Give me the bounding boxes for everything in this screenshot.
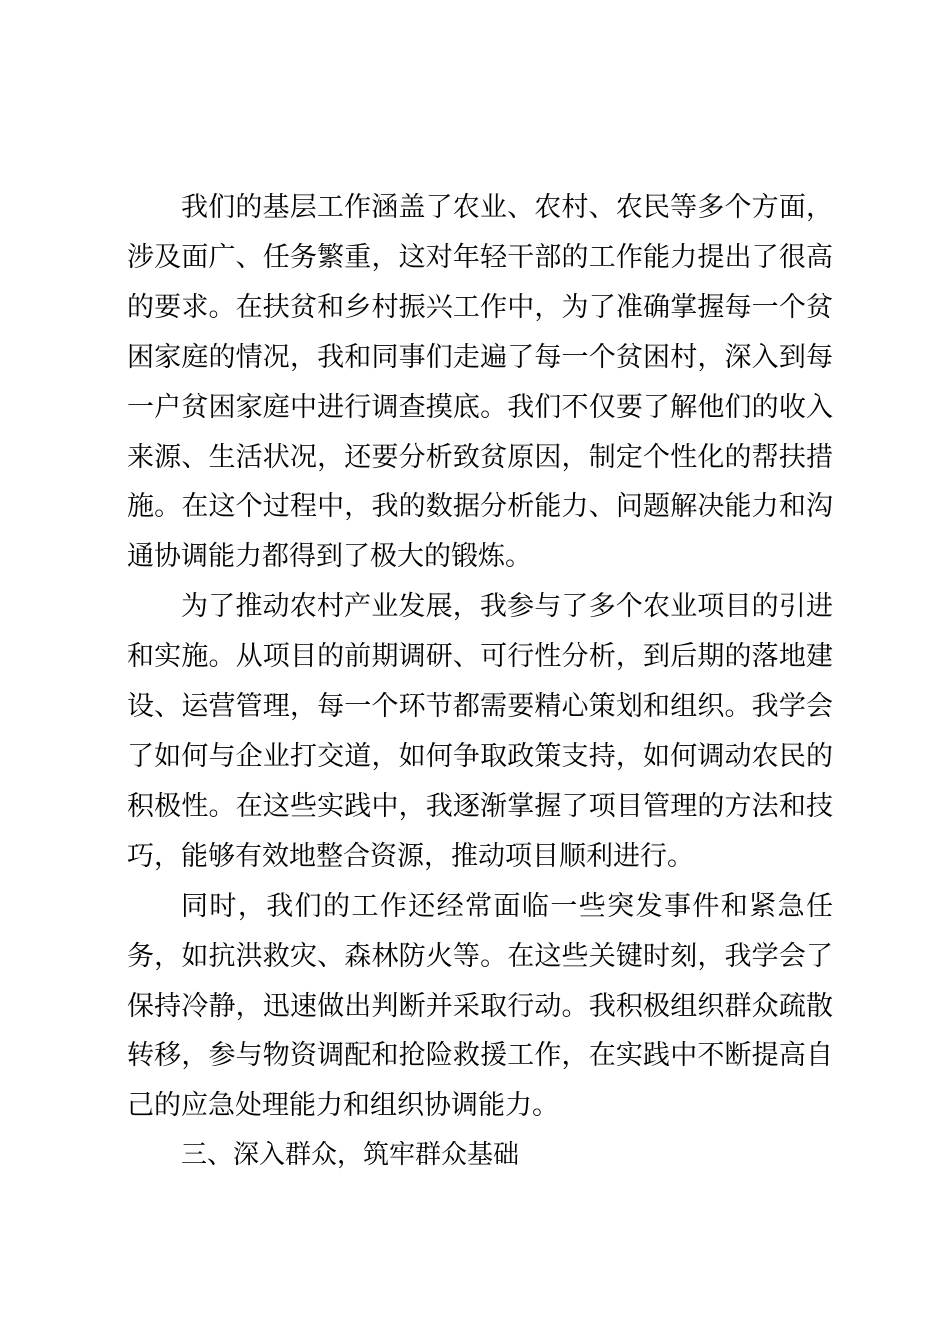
paragraph-emergency-tasks: 同时，我们的工作还经常面临一些突发事件和紧急任务，如抗洪救灾、森林防火等。在这些关键时刻，我学会了保持冷静，迅速做出判断并采取行动。我积极组织群众疏散转移，参与物资调配和抢险救援工作，在实践中不断提高自己的应急处理能力和组织协调能力。 bbox=[127, 890, 833, 1122]
section-heading: 三、深入群众，筑牢群众基础 bbox=[181, 1140, 520, 1171]
paragraph-industry-projects: 为了推动农村产业发展，我参与了多个农业项目的引进和实施。从项目的前期调研、可行性分析，到后期的落地建设、运营管理，每一个环节都需要精心策划和组织。我学会了如何与企业打交道，如何争取政策支持，如何调动农民的积极性。在这些实践中，我逐渐掌握了项目管理的方法和技巧，能够有效地整合资源，推动项目顺利进行。 bbox=[127, 591, 833, 872]
document-body bbox=[127, 183, 833, 1181]
paragraph-grassroots-work: 我们的基层工作涵盖了农业、农村、农民等多个方面，涉及面广、任务繁重，这对年轻干部的工作能力提出了很高的要求。在扶贫和乡村振兴工作中，为了准确掌握每一个贫困家庭的情况，我和同事们走遍了每一个贫困村，深入到每一户贫困家庭中进行调查摸底。我们不仅要了解他们的收入来源、生活状况，还要分析致贫原因，制定个性化的帮扶措施。在这个过程中，我的数据分析能力、问题解决能力和沟通协调能力都得到了极大的锻炼。 bbox=[127, 192, 833, 573]
